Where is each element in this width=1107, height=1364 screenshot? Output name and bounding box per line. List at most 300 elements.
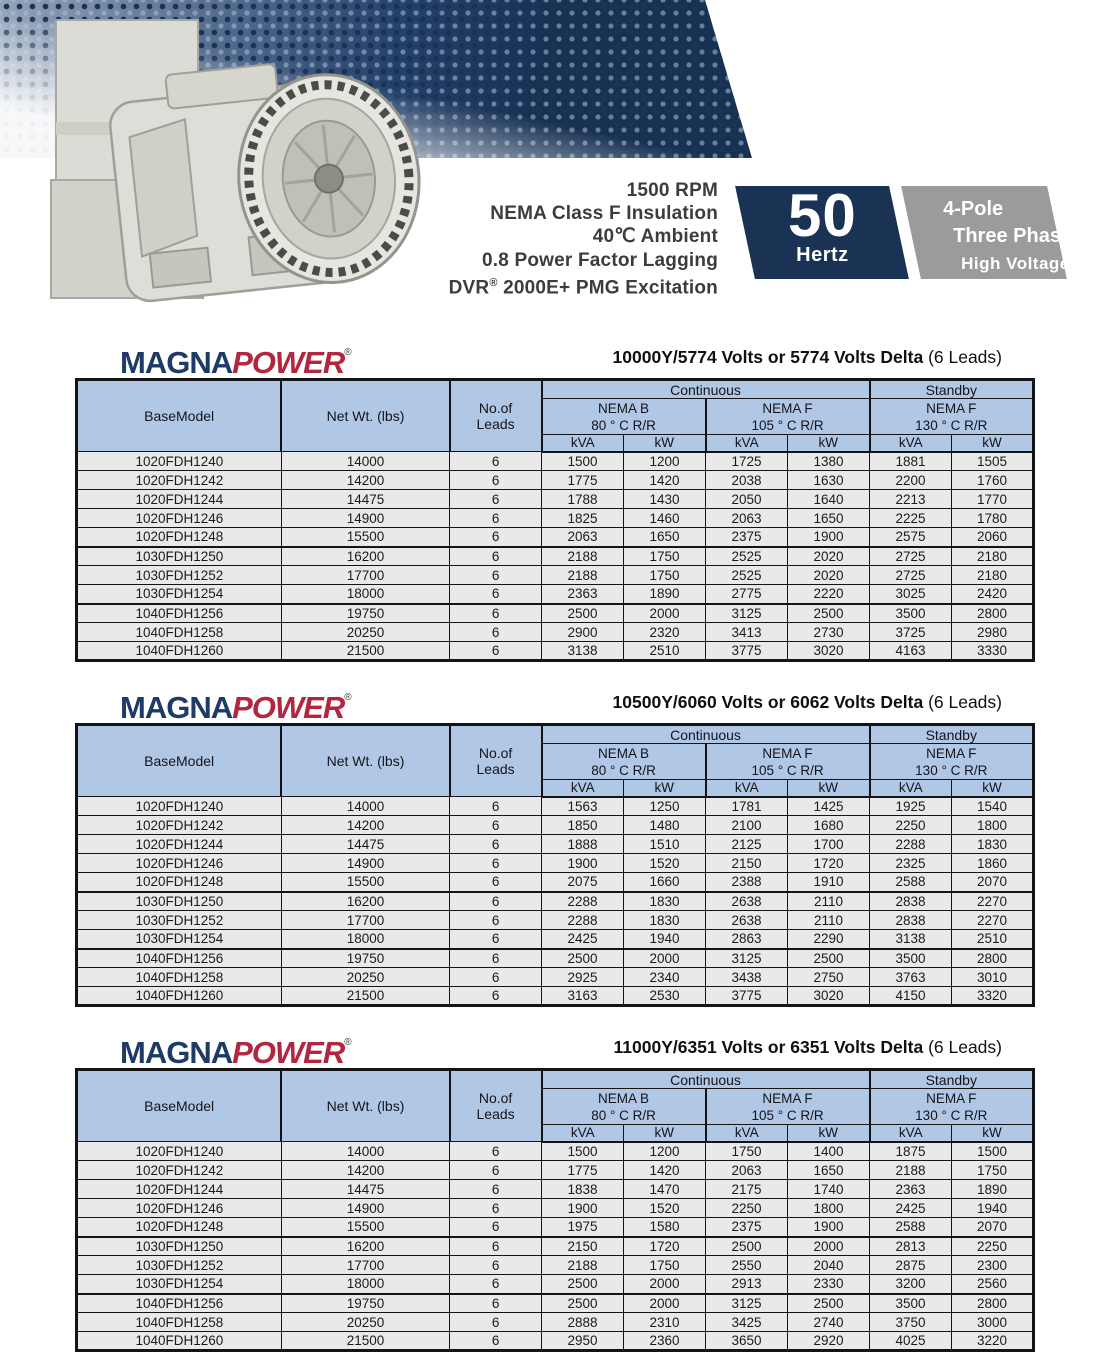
col-header-leads: No.of Leads — [450, 1070, 542, 1142]
table-row — [77, 968, 1034, 987]
cell-value: 2360 — [624, 1332, 706, 1351]
registered-mark: ® — [344, 1037, 352, 1048]
table-row — [77, 1294, 1034, 1313]
cell-value: 1430 — [624, 490, 706, 509]
col-header-kva: kVA — [870, 780, 952, 797]
cell-value: 2500 — [706, 1237, 788, 1256]
cell-base-model: 1020FDH1248 — [77, 528, 282, 547]
cell-value: 1825 — [542, 509, 624, 528]
cell-value: 6 — [450, 911, 542, 930]
cell-value: 2100 — [706, 816, 788, 835]
cell-value: 1888 — [542, 835, 624, 854]
cell-value: 19750 — [281, 949, 449, 968]
cell-value: 2300 — [952, 1256, 1034, 1275]
cell-base-model: 1020FDH1242 — [77, 816, 282, 835]
cell-value: 6 — [450, 528, 542, 547]
cell-value: 20250 — [281, 1313, 449, 1332]
cell-value: 2188 — [542, 547, 624, 566]
cell-value: 6 — [450, 1161, 542, 1180]
cell-value: 1750 — [624, 566, 706, 585]
cell-value: 2000 — [624, 604, 706, 623]
table-row — [77, 1142, 1034, 1161]
cell-value: 1775 — [542, 1161, 624, 1180]
cell-value: 2250 — [952, 1237, 1034, 1256]
cell-value: 2740 — [788, 1313, 870, 1332]
cell-value: 2075 — [542, 873, 624, 892]
cell-value: 18000 — [281, 585, 449, 604]
cell-value: 6 — [450, 1142, 542, 1161]
cell-value: 2725 — [870, 566, 952, 585]
cell-value: 1650 — [788, 1161, 870, 1180]
registered-mark: ® — [344, 692, 352, 703]
cell-base-model: 1030FDH1250 — [77, 892, 282, 911]
spec-table-section-3 — [75, 1025, 1035, 1352]
cell-value: 1881 — [870, 452, 952, 471]
col-header-base-model: BaseModel — [77, 725, 282, 797]
cell-value: 2060 — [952, 528, 1034, 547]
cell-value: 2375 — [706, 1218, 788, 1237]
col-header-nema-f-105: NEMA F 105 ° C R/R — [706, 1089, 870, 1125]
cell-value: 2188 — [542, 1256, 624, 1275]
cell-value: 21500 — [281, 642, 449, 661]
cell-value: 2500 — [542, 1294, 624, 1313]
cell-value: 2838 — [870, 892, 952, 911]
cell-base-model: 1040FDH1258 — [77, 968, 282, 987]
cell-base-model: 1030FDH1252 — [77, 1256, 282, 1275]
cell-base-model: 1020FDH1242 — [77, 471, 282, 490]
table-body — [77, 452, 1034, 661]
cell-value: 2125 — [706, 835, 788, 854]
cell-value: 2875 — [870, 1256, 952, 1275]
cell-value: 1720 — [624, 1237, 706, 1256]
cell-value: 1875 — [870, 1142, 952, 1161]
cell-value: 2638 — [706, 911, 788, 930]
cell-value: 16200 — [281, 547, 449, 566]
cell-value: 2070 — [952, 1218, 1034, 1237]
cell-value: 2750 — [788, 968, 870, 987]
cell-value: 2550 — [706, 1256, 788, 1275]
cell-value: 6 — [450, 1313, 542, 1332]
cell-value: 1750 — [624, 547, 706, 566]
cell-value: 2525 — [706, 566, 788, 585]
cell-value: 2925 — [542, 968, 624, 987]
cell-value: 2920 — [788, 1332, 870, 1351]
cell-value: 2110 — [788, 892, 870, 911]
cell-value: 2063 — [542, 528, 624, 547]
col-header-standby: Standby — [870, 725, 1034, 744]
spec-table-section-1 — [75, 335, 1035, 662]
cell-value: 6 — [450, 490, 542, 509]
cell-value: 20250 — [281, 623, 449, 642]
col-header-standby: Standby — [870, 1070, 1034, 1089]
voltage-line: High Voltage — [961, 254, 1070, 273]
cell-value: 3500 — [870, 604, 952, 623]
table-row — [77, 930, 1034, 949]
col-header-net-wt: Net Wt. (lbs) — [281, 725, 449, 797]
cell-value: 3000 — [952, 1313, 1034, 1332]
cell-value: 2063 — [706, 509, 788, 528]
table-row — [77, 911, 1034, 930]
cell-value: 1830 — [952, 835, 1034, 854]
cell-base-model: 1040FDH1258 — [77, 623, 282, 642]
cell-value: 6 — [450, 873, 542, 892]
cell-value: 1800 — [952, 816, 1034, 835]
cell-value: 6 — [450, 1180, 542, 1199]
cell-value: 3020 — [788, 987, 870, 1006]
cell-value: 4025 — [870, 1332, 952, 1351]
cell-value: 2363 — [542, 585, 624, 604]
cell-value: 14000 — [281, 1142, 449, 1161]
cell-value: 1420 — [624, 1161, 706, 1180]
table-row — [77, 987, 1034, 1006]
cell-value: 2150 — [706, 854, 788, 873]
cell-value: 6 — [450, 1237, 542, 1256]
cell-base-model: 1030FDH1254 — [77, 1275, 282, 1294]
cell-value: 1650 — [788, 509, 870, 528]
cell-value: 6 — [450, 968, 542, 987]
table-body — [77, 1142, 1034, 1351]
cell-value: 1800 — [788, 1199, 870, 1218]
cell-value: 1760 — [952, 471, 1034, 490]
cell-value: 3010 — [952, 968, 1034, 987]
cell-base-model: 1040FDH1256 — [77, 949, 282, 968]
pole-badge — [901, 186, 1073, 279]
magnapower-logo: MAGNAPOWER® — [120, 1035, 352, 1070]
cell-value: 1940 — [952, 1199, 1034, 1218]
cell-value: 3330 — [952, 642, 1034, 661]
table-row — [77, 1256, 1034, 1275]
table-row — [77, 1275, 1034, 1294]
cell-base-model: 1020FDH1244 — [77, 835, 282, 854]
cell-value: 3500 — [870, 1294, 952, 1313]
cell-value: 14900 — [281, 1199, 449, 1218]
col-header-kva: kVA — [706, 780, 788, 797]
cell-value: 6 — [450, 642, 542, 661]
cell-value: 14000 — [281, 452, 449, 471]
table-row — [77, 547, 1034, 566]
cell-value: 6 — [450, 854, 542, 873]
cell-value: 2038 — [706, 471, 788, 490]
cell-value: 1750 — [706, 1142, 788, 1161]
col-header-kw: kW — [624, 435, 706, 452]
cell-value: 3138 — [870, 930, 952, 949]
cell-base-model: 1030FDH1254 — [77, 930, 282, 949]
cell-value: 2050 — [706, 490, 788, 509]
cell-value: 19750 — [281, 1294, 449, 1313]
cell-value: 16200 — [281, 1237, 449, 1256]
cell-base-model: 1040FDH1256 — [77, 1294, 282, 1313]
cell-value: 2800 — [952, 949, 1034, 968]
cell-value: 1580 — [624, 1218, 706, 1237]
table-row — [77, 509, 1034, 528]
cell-value: 1425 — [788, 797, 870, 816]
cell-value: 6 — [450, 547, 542, 566]
cell-value: 2500 — [788, 1294, 870, 1313]
cell-base-model: 1020FDH1246 — [77, 509, 282, 528]
cell-value: 2270 — [952, 892, 1034, 911]
cell-value: 2913 — [706, 1275, 788, 1294]
cell-value: 1520 — [624, 854, 706, 873]
cell-base-model: 1030FDH1254 — [77, 585, 282, 604]
spec-table — [75, 1068, 1035, 1352]
table-row — [77, 892, 1034, 911]
cell-value: 6 — [450, 1218, 542, 1237]
col-header-kva: kVA — [706, 1125, 788, 1142]
col-header-nema-f-130: NEMA F 130 ° C R/R — [870, 399, 1034, 435]
cell-value: 1680 — [788, 816, 870, 835]
table-row — [77, 452, 1034, 471]
cell-value: 6 — [450, 604, 542, 623]
cell-value: 2340 — [624, 968, 706, 987]
generator-photo — [48, 12, 423, 310]
cell-value: 1250 — [624, 797, 706, 816]
table-row — [77, 1161, 1034, 1180]
magnapower-logo: MAGNAPOWER® — [120, 690, 352, 725]
cell-value: 2063 — [706, 1161, 788, 1180]
table-row — [77, 1199, 1034, 1218]
cell-value: 17700 — [281, 911, 449, 930]
table-row — [77, 604, 1034, 623]
col-header-nema-b: NEMA B 80 ° C R/R — [542, 744, 706, 780]
cell-base-model: 1020FDH1240 — [77, 1142, 282, 1161]
cell-value: 3125 — [706, 1294, 788, 1313]
col-header-base-model: BaseModel — [77, 380, 282, 452]
col-header-leads: No.of Leads — [450, 380, 542, 452]
cell-value: 2510 — [624, 642, 706, 661]
spec-line-ambient: 40℃ Ambient — [592, 226, 718, 248]
table-row — [77, 623, 1034, 642]
hertz-badge — [735, 182, 909, 279]
cell-value: 3020 — [788, 642, 870, 661]
cell-value: 14900 — [281, 854, 449, 873]
cell-value: 19750 — [281, 604, 449, 623]
cell-value: 3163 — [542, 987, 624, 1006]
table-title: 10500Y/6060 Volts or 6062 Volts Delta (6 Leads) — [612, 692, 1002, 712]
cell-base-model: 1040FDH1260 — [77, 642, 282, 661]
cell-value: 6 — [450, 509, 542, 528]
cell-value: 3750 — [870, 1313, 952, 1332]
cell-value: 1830 — [624, 911, 706, 930]
table-row — [77, 528, 1034, 547]
cell-value: 2188 — [542, 566, 624, 585]
cell-value: 2510 — [952, 930, 1034, 949]
col-header-nema-f-105: NEMA F 105 ° C R/R — [706, 744, 870, 780]
cell-value: 1860 — [952, 854, 1034, 873]
table-row — [77, 566, 1034, 585]
cell-value: 6 — [450, 797, 542, 816]
cell-value: 1500 — [542, 1142, 624, 1161]
cell-value: 2040 — [788, 1256, 870, 1275]
col-header-nema-f-130: NEMA F 130 ° C R/R — [870, 744, 1034, 780]
cell-base-model: 1020FDH1240 — [77, 452, 282, 471]
cell-value: 3025 — [870, 585, 952, 604]
cell-value: 2375 — [706, 528, 788, 547]
cell-value: 1850 — [542, 816, 624, 835]
cell-value: 1470 — [624, 1180, 706, 1199]
col-header-kw: kW — [624, 1125, 706, 1142]
col-header-standby: Standby — [870, 380, 1034, 399]
cell-value: 14200 — [281, 471, 449, 490]
table-row — [77, 642, 1034, 661]
cell-value: 3413 — [706, 623, 788, 642]
cell-value: 3725 — [870, 623, 952, 642]
cell-value: 1838 — [542, 1180, 624, 1199]
cell-value: 2500 — [542, 1275, 624, 1294]
cell-base-model: 1020FDH1246 — [77, 854, 282, 873]
cell-value: 2500 — [788, 604, 870, 623]
table-row — [77, 585, 1034, 604]
cell-value: 2500 — [788, 949, 870, 968]
col-header-net-wt: Net Wt. (lbs) — [281, 380, 449, 452]
cell-value: 6 — [450, 623, 542, 642]
cell-value: 2020 — [788, 547, 870, 566]
cell-value: 2288 — [542, 892, 624, 911]
cell-value: 2900 — [542, 623, 624, 642]
cell-value: 2425 — [870, 1199, 952, 1218]
cell-value: 16200 — [281, 892, 449, 911]
cell-value: 2180 — [952, 547, 1034, 566]
cell-value: 1830 — [624, 892, 706, 911]
cell-value: 2175 — [706, 1180, 788, 1199]
col-header-kva: kVA — [870, 1125, 952, 1142]
cell-base-model: 1040FDH1258 — [77, 1313, 282, 1332]
cell-value: 1900 — [788, 1218, 870, 1237]
cell-value: 2838 — [870, 911, 952, 930]
cell-value: 1460 — [624, 509, 706, 528]
cell-value: 2288 — [542, 911, 624, 930]
col-header-kw: kW — [788, 780, 870, 797]
col-header-kw: kW — [952, 780, 1034, 797]
cell-value: 1400 — [788, 1142, 870, 1161]
cell-value: 3500 — [870, 949, 952, 968]
magnapower-logo: MAGNAPOWER® — [120, 345, 352, 380]
cell-value: 2425 — [542, 930, 624, 949]
cell-value: 2220 — [788, 585, 870, 604]
cell-value: 6 — [450, 987, 542, 1006]
cell-value: 2000 — [624, 1294, 706, 1313]
cell-value: 6 — [450, 566, 542, 585]
cell-value: 2388 — [706, 873, 788, 892]
cell-value: 2420 — [952, 585, 1034, 604]
cell-value: 1510 — [624, 835, 706, 854]
cell-value: 1788 — [542, 490, 624, 509]
cell-base-model: 1030FDH1250 — [77, 1237, 282, 1256]
cell-value: 6 — [450, 1275, 542, 1294]
cell-value: 1660 — [624, 873, 706, 892]
cell-base-model: 1030FDH1252 — [77, 566, 282, 585]
cell-value: 3438 — [706, 968, 788, 987]
cell-value: 3200 — [870, 1275, 952, 1294]
col-header-kw: kW — [788, 1125, 870, 1142]
cell-value: 15500 — [281, 873, 449, 892]
cell-value: 3125 — [706, 604, 788, 623]
cell-value: 2250 — [870, 816, 952, 835]
cell-value: 1480 — [624, 816, 706, 835]
cell-value: 2800 — [952, 604, 1034, 623]
cell-value: 2310 — [624, 1313, 706, 1332]
cell-value: 2888 — [542, 1313, 624, 1332]
cell-value: 6 — [450, 892, 542, 911]
table-title: 11000Y/6351 Volts or 6351 Volts Delta (6 Leads) — [613, 1037, 1002, 1057]
cell-value: 1200 — [624, 1142, 706, 1161]
table-row — [77, 1332, 1034, 1351]
cell-value: 2270 — [952, 911, 1034, 930]
col-header-continuous: Continuous — [542, 725, 870, 744]
cell-value: 4163 — [870, 642, 952, 661]
cell-value: 18000 — [281, 1275, 449, 1294]
cell-value: 1925 — [870, 797, 952, 816]
cell-value: 14200 — [281, 816, 449, 835]
cell-value: 3775 — [706, 642, 788, 661]
col-header-nema-f-105: NEMA F 105 ° C R/R — [706, 399, 870, 435]
cell-value: 1700 — [788, 835, 870, 854]
cell-value: 3320 — [952, 987, 1034, 1006]
cell-value: 3763 — [870, 968, 952, 987]
cell-value: 14900 — [281, 509, 449, 528]
cell-value: 4150 — [870, 987, 952, 1006]
col-header-kva: kVA — [542, 435, 624, 452]
cell-value: 1380 — [788, 452, 870, 471]
cell-value: 1775 — [542, 471, 624, 490]
cell-value: 2638 — [706, 892, 788, 911]
cell-value: 3125 — [706, 949, 788, 968]
col-header-nema-f-130: NEMA F 130 ° C R/R — [870, 1089, 1034, 1125]
cell-value: 1500 — [542, 452, 624, 471]
cell-value: 1890 — [624, 585, 706, 604]
cell-value: 2110 — [788, 911, 870, 930]
cell-value: 2500 — [542, 604, 624, 623]
hertz-label: Hertz — [796, 244, 849, 266]
cell-value: 18000 — [281, 930, 449, 949]
cell-value: 21500 — [281, 1332, 449, 1351]
cell-value: 2070 — [952, 873, 1034, 892]
cell-value: 1750 — [624, 1256, 706, 1275]
col-header-continuous: Continuous — [542, 380, 870, 399]
table-row — [77, 490, 1034, 509]
cell-value: 6 — [450, 1256, 542, 1275]
cell-value: 6 — [450, 1332, 542, 1351]
cell-base-model: 1040FDH1260 — [77, 987, 282, 1006]
cell-value: 2525 — [706, 547, 788, 566]
cell-value: 1630 — [788, 471, 870, 490]
cell-value: 1781 — [706, 797, 788, 816]
cell-value: 2200 — [870, 471, 952, 490]
spec-table — [75, 723, 1035, 1007]
cell-value: 2588 — [870, 873, 952, 892]
cell-value: 1900 — [542, 854, 624, 873]
cell-base-model: 1030FDH1250 — [77, 547, 282, 566]
col-header-kw: kW — [952, 435, 1034, 452]
col-header-kva: kVA — [870, 435, 952, 452]
cell-value: 2180 — [952, 566, 1034, 585]
col-header-kva: kVA — [542, 780, 624, 797]
table-row — [77, 835, 1034, 854]
col-header-continuous: Continuous — [542, 1070, 870, 1089]
cell-value: 2213 — [870, 490, 952, 509]
cell-value: 2588 — [870, 1218, 952, 1237]
col-header-kw: kW — [952, 1125, 1034, 1142]
table-row — [77, 873, 1034, 892]
cell-value: 1890 — [952, 1180, 1034, 1199]
cell-value: 2980 — [952, 623, 1034, 642]
cell-value: 14200 — [281, 1161, 449, 1180]
cell-value: 1640 — [788, 490, 870, 509]
col-header-kw: kW — [788, 435, 870, 452]
col-header-net-wt: Net Wt. (lbs) — [281, 1070, 449, 1142]
cell-value: 6 — [450, 949, 542, 968]
cell-base-model: 1020FDH1240 — [77, 797, 282, 816]
cell-value: 2225 — [870, 509, 952, 528]
